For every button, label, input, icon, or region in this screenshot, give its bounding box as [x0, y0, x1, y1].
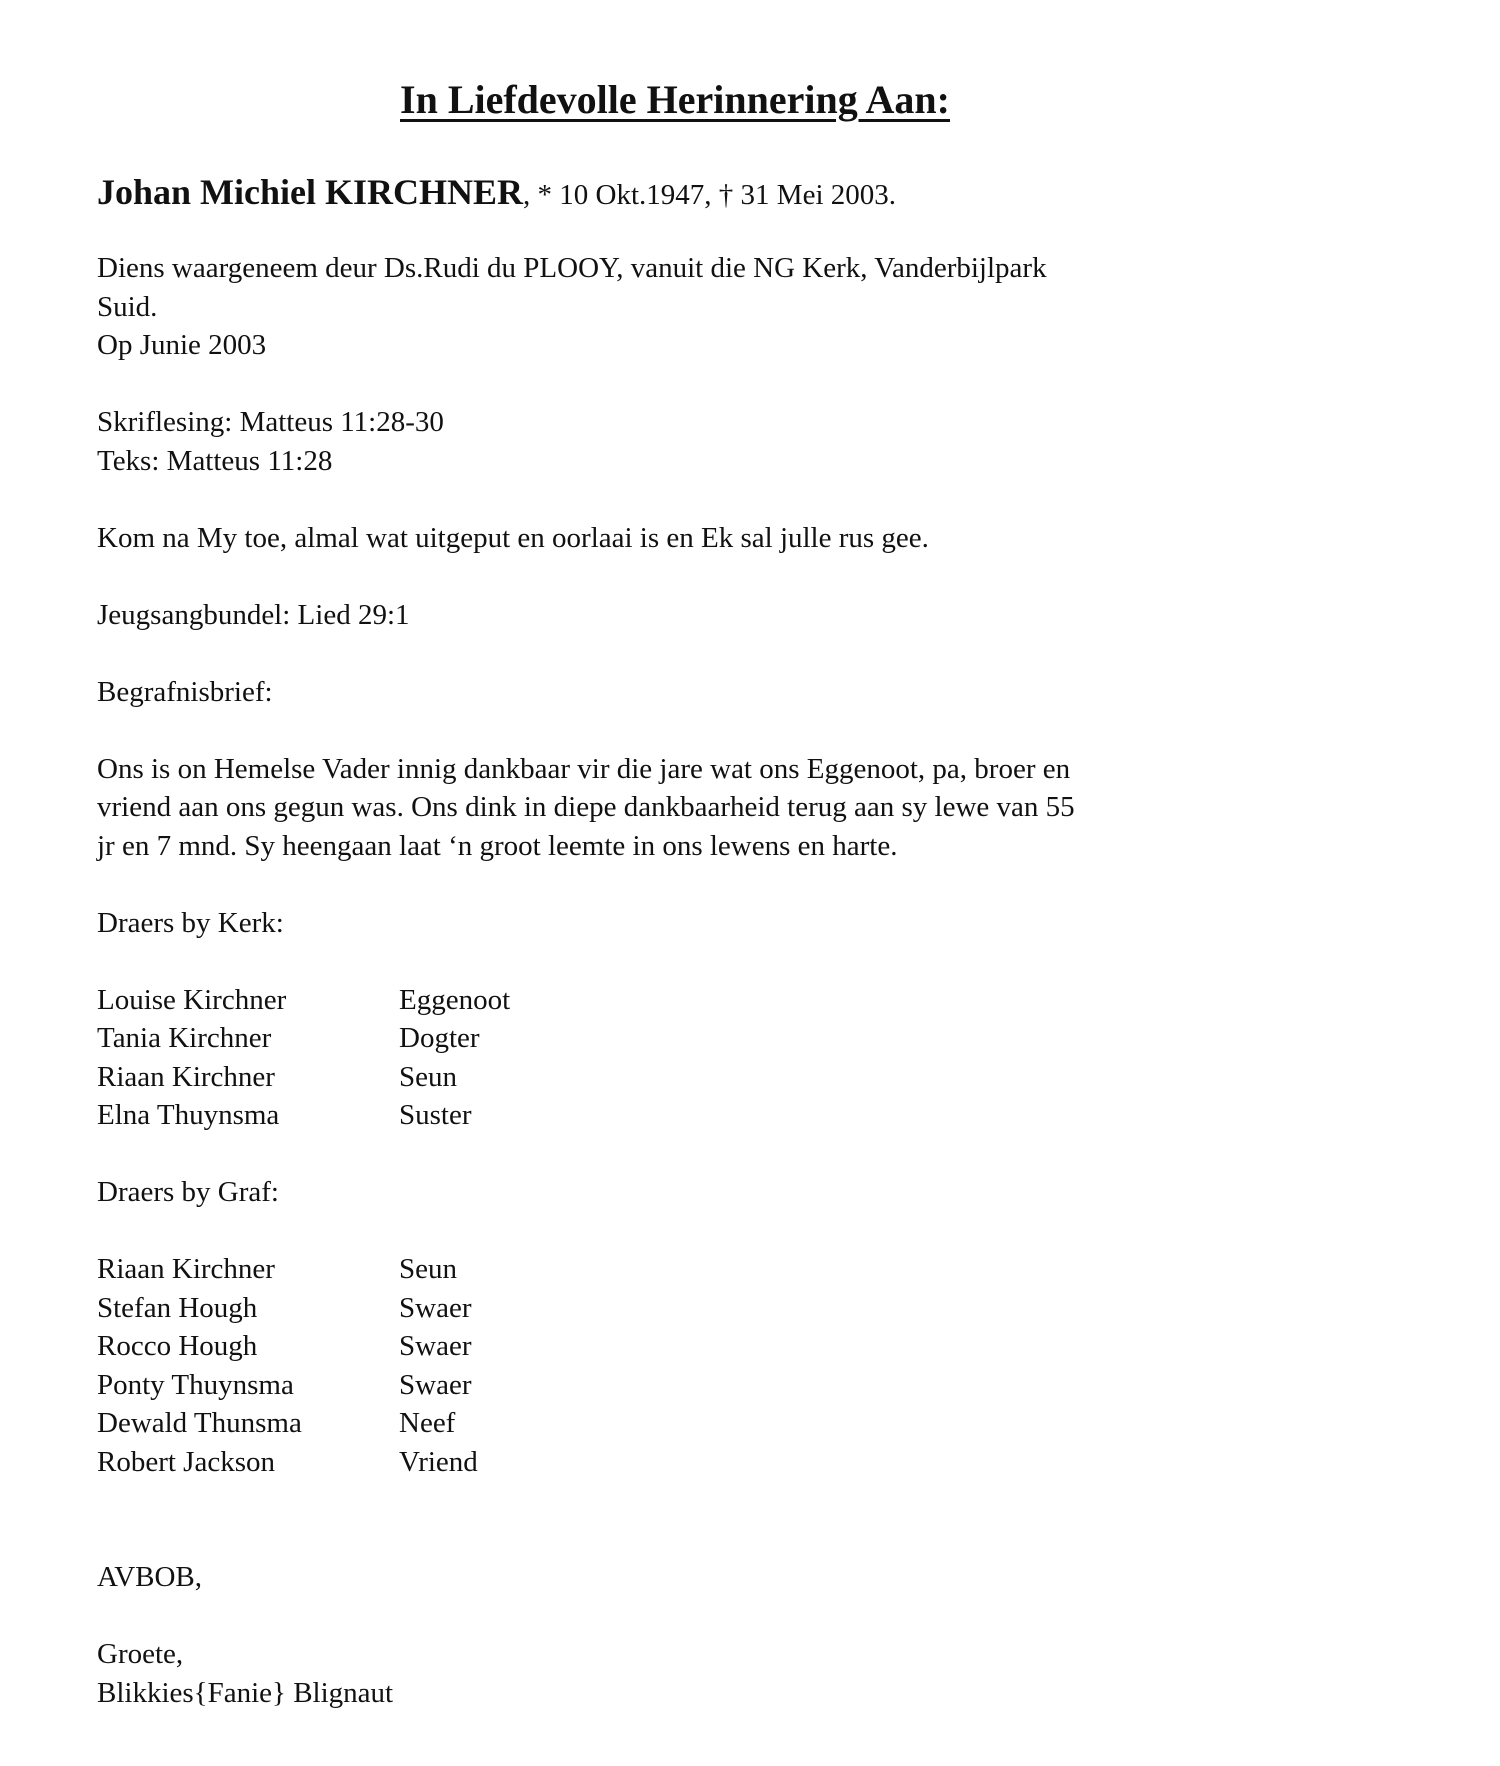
bearer-name: Elna Thuynsma	[97, 1099, 280, 1131]
service-line-2: Suid.	[97, 290, 158, 323]
list-item	[97, 1327, 1297, 1366]
deceased-name: Johan Michiel KIRCHNER	[97, 172, 524, 212]
bearer-relation: Neef	[399, 1407, 456, 1439]
list-item	[97, 1019, 1297, 1058]
service-date: Op Junie 2003	[97, 329, 267, 361]
bearer-relation: Vriend	[399, 1445, 478, 1478]
grave-bearers-list	[97, 1250, 1297, 1481]
list-item	[97, 1250, 1297, 1289]
closing-greeting: Groete,	[97, 1638, 184, 1670]
bearer-name: Stefan Hough	[97, 1291, 258, 1324]
bearer-name: Riaan Kirchner	[97, 1253, 275, 1285]
bearer-name: Robert Jackson	[97, 1445, 275, 1478]
signature: Blikkies{Fanie} Blignaut	[97, 1676, 394, 1709]
bearer-relation: Dogter	[399, 1022, 480, 1054]
bearer-relation: Swaer	[399, 1368, 472, 1401]
letter-line-2: vriend aan ons gegun was. Ons dink in diepe dankbaarheid terug aan sy lewe van 55	[97, 791, 1075, 823]
sermon-text: Teks: Matteus 11:28	[97, 444, 333, 477]
page-title: In Liefdevolle Herinnering Aan:	[400, 77, 950, 122]
letter-heading: Begrafnisbrief:	[97, 675, 273, 708]
bearer-name: Louise Kirchner	[97, 983, 287, 1016]
bearer-relation: Swaer	[399, 1330, 472, 1362]
document-body	[97, 170, 1297, 1712]
bearer-relation: Seun	[399, 1253, 457, 1285]
list-item	[97, 1443, 1297, 1482]
list-item	[97, 981, 1297, 1020]
bearer-name: Ponty Thuynsma	[97, 1368, 294, 1401]
scripture-reading: Skriflesing: Matteus 11:28-30	[97, 406, 444, 438]
bearer-relation: Suster	[399, 1099, 472, 1131]
verse-quote: Kom na My toe, almal wat uitgeput en oorlaai is en Ek sal julle rus gee.	[97, 521, 929, 554]
service-line-1: Diens waargeneem deur Ds.Rudi du PLOOY, vanuit die NG Kerk, Vanderbijlpark	[97, 252, 1047, 284]
bearer-relation: Seun	[399, 1060, 457, 1093]
bearer-name: Tania Kirchner	[97, 1022, 272, 1054]
letter-line-1: Ons is on Hemelse Vader innig dankbaar vir die jare wat ons Eggenoot, pa, broer en	[97, 752, 1071, 785]
bearer-name: Dewald Thunsma	[97, 1407, 302, 1439]
bearer-relation: Swaer	[399, 1291, 472, 1324]
church-bearers-heading: Draers by Kerk:	[97, 906, 284, 939]
list-item	[97, 1289, 1297, 1328]
deceased-dates: , * 10 Okt.1947, † 31 Mei 2003.	[523, 179, 896, 211]
church-bearers-list	[97, 981, 1297, 1135]
bearer-name: Rocco Hough	[97, 1330, 258, 1362]
grave-bearers-heading: Draers by Graf:	[97, 1176, 279, 1208]
list-item	[97, 1366, 1297, 1405]
undertaker-line: AVBOB,	[97, 1561, 203, 1593]
list-item	[97, 1096, 1297, 1135]
hymn-line: Jeugsangbundel: Lied 29:1	[97, 598, 410, 631]
deceased-heading	[97, 170, 1297, 215]
letter-line-3: jr en 7 mnd. Sy heengaan laat ‘n groot leemte in ons lewens en harte.	[97, 829, 898, 862]
bearer-relation: Eggenoot	[399, 983, 511, 1016]
list-item	[97, 1404, 1297, 1443]
list-item	[97, 1058, 1297, 1097]
bearer-name: Riaan Kirchner	[97, 1060, 275, 1093]
